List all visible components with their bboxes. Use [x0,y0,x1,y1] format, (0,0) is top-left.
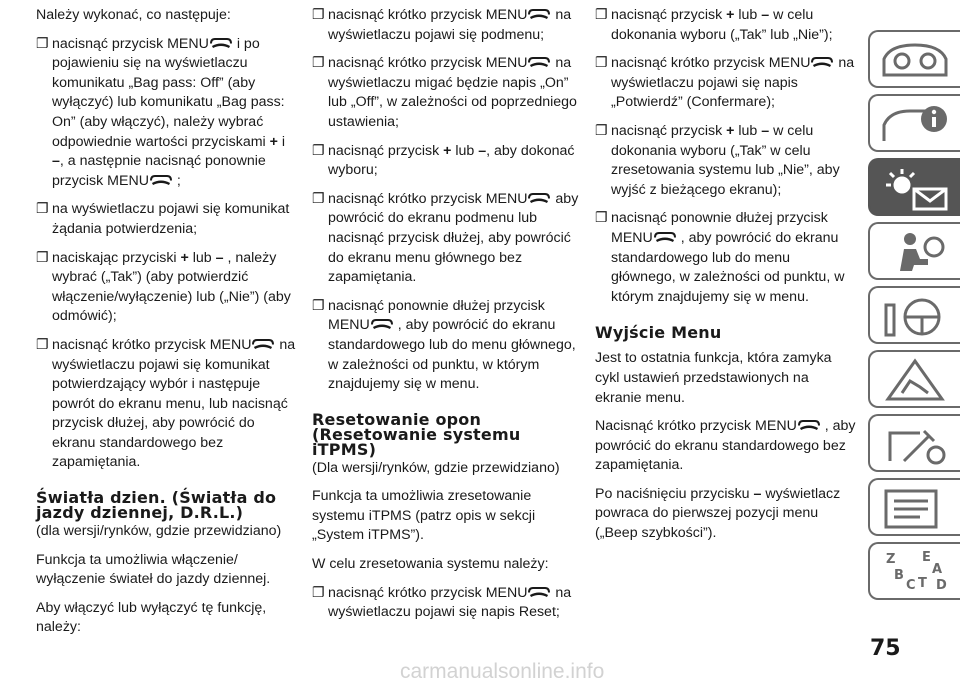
tab-safety[interactable] [868,222,960,280]
info-icon [880,101,950,147]
tab-driving[interactable] [868,286,960,344]
svg-text:E: E [922,550,931,565]
paragraph: Jest to ostatnia funkcja, która zamyka cykl ustawień przedstawionych na ekranie menu. [595,350,832,406]
svg-text:C: C [906,578,916,593]
list-item: ❐ nacisnąć przycisk MENU i po pojawieniu się na wyświetlaczu komunikatu „Bag pass: Off” (aby wyłączyć) lub komunikatu „Bag pass: On” (aby włączyć), należy wybrać odpowiednie wartości przyciskami + i –, a następnie nacisnąć ponownie przycisk MENU ; [36,35,286,189]
tab-lights[interactable] [868,158,960,216]
list-item: ❐ nacisnąć krótko przycisk MENU aby powrócić do ekranu podmenu lub nacisnąć przycisk dłużej, aby powrócić do ekranu menu głównego bez zapamiętania. [312,190,579,286]
warning-icon [880,357,950,403]
tab-info[interactable] [868,94,960,152]
specs-icon [880,485,950,531]
tab-maintenance[interactable] [868,414,960,472]
svg-text:B: B [894,568,904,583]
menu-button-icon [798,420,820,431]
tab-emergency[interactable] [868,350,960,408]
svg-text:D: D [936,578,947,593]
section-heading: Światła dzien. (Światła do jazdy dziennej, D.R.L.) [36,488,277,523]
section-heading: Wyjście Menu [595,323,722,343]
tab-specs[interactable] [868,478,960,536]
menu-button-icon [528,587,550,598]
checkbox-bullet-icon: ❐ [595,210,608,227]
list-item: ❐ nacisnąć ponownie dłużej przycisk MENU , aby powrócić do ekranu standardowego lub do menu głównego, w zależności od punktu, w którym znajdujemy się w menu. [312,297,576,393]
paragraph: W celu zresetowania systemu należy: [312,556,549,573]
paragraph: Funkcja ta umożliwia zresetowanie systemu iTPMS (patrz opis w sekcji „System iTPMS”). [312,488,536,544]
checkbox-bullet-icon: ❐ [312,584,325,601]
airbag-icon [880,229,950,275]
tab-dashboard[interactable] [868,30,960,88]
menu-button-icon [150,175,172,186]
checkbox-bullet-icon: ❐ [312,55,325,72]
list-item: ❐ nacisnąć krótko przycisk MENU na wyświetlaczu pojawi się podmenu; [312,7,572,43]
checkbox-bullet-icon: ❐ [36,201,49,218]
menu-button-icon [528,57,550,68]
page-number: 75 [870,636,901,661]
checkbox-bullet-icon: ❐ [595,122,608,139]
steering-icon [880,293,950,339]
checkbox-bullet-icon: ❐ [595,7,608,23]
menu-button-icon [371,319,393,330]
maintenance-icon [880,421,950,467]
section-subheading: (Dla wersji/rynków, gdzie przewidziano) [312,459,560,476]
checkbox-bullet-icon: ❐ [312,297,325,314]
index-icon [880,549,950,595]
column-1 [36,6,300,647]
paragraph: Aby włączyć lub wyłączyć tę funkcję, należy: [36,599,267,636]
checkbox-bullet-icon: ❐ [36,249,49,266]
svg-text:Z: Z [886,552,896,567]
column-3 [595,6,857,553]
checkbox-bullet-icon: ❐ [312,7,325,23]
list-item: ❐ nacisnąć przycisk + lub –, aby dokonać wyboru; [312,142,575,179]
svg-text:A: A [932,562,943,577]
menu-button-icon [811,57,833,68]
intro-text: Należy wykonać, co następuje: [36,7,231,23]
checkbox-bullet-icon: ❐ [312,190,325,207]
list-item: ❐ nacisnąć przycisk + lub – w celu dokonania wyboru („Tak” w celu zresetowania systemu lub „Nie”, aby wyjść z bieżącego ekranu); [595,122,840,198]
section-subheading: (dla wersji/rynków, gdzie przewidziano) [36,523,282,540]
list-item: ❐ nacisnąć krótko przycisk MENU na wyświetlaczu pojawi się komunikat potwierdzający wybór i następuje powrót do ekranu menu, lub nacisnąć przycisk dłużej, aby powrócić do ekranu standardowego bez zapamiętania. [36,336,296,471]
lights-icon [880,165,950,211]
menu-button-icon [210,38,232,49]
section-heading: Resetowanie opon (Resetowanie systemu iTPMS) [312,409,521,459]
list-item: ❐ naciskając przyciski + lub – , należy wybrać („Tak”) (aby potwierdzić włączenie/wyłączenie) lub („Nie”) (aby odmówić); [36,249,291,325]
checkbox-bullet-icon: ❐ [36,35,49,52]
list-item: ❐ na wyświetlaczu pojawi się komunikat żądania potwierdzenia; [36,201,290,237]
menu-button-icon [528,193,550,204]
menu-button-icon [528,9,550,20]
list-item: ❐ nacisnąć przycisk + lub – w celu dokonania wyboru („Tak” lub „Nie”); [595,7,833,43]
checkbox-bullet-icon: ❐ [36,336,49,353]
watermark: carmanualsonline.info [400,660,605,683]
paragraph: Nacisnąć krótko przycisk MENU , aby powrócić do ekranu standardowego bez zapamiętania. [595,418,856,474]
menu-button-icon [654,232,676,243]
list-item: ❐ nacisnąć krótko przycisk MENU na wyświetlaczu pojawi się napis Reset; [312,584,572,621]
checkbox-bullet-icon: ❐ [312,142,325,159]
checkbox-bullet-icon: ❐ [595,55,608,72]
menu-button-icon [252,339,274,350]
list-item: ❐ nacisnąć ponownie dłużej przycisk MENU , aby powrócić do ekranu standardowego lub do menu głównego, w zależności od punktu, w którym znajdujemy się w menu. [595,210,845,305]
svg-text:T: T [918,576,927,591]
paragraph: Po naciśnięciu przycisku – wyświetlacz powraca do pierwszej pozycji menu („Beep szybkości”). [595,485,841,542]
list-item: ❐ nacisnąć krótko przycisk MENU na wyświetlaczu migać będzie napis „On” lub „Off”, w zależności od poprzedniego ustawienia; [312,55,577,130]
paragraph: Funkcja ta umożliwia włączenie/ wyłączenie świateł do jazdy dziennej. [36,551,271,588]
column-2 [312,6,580,632]
list-item: ❐ nacisnąć krótko przycisk MENU na wyświetlaczu pojawi się napis „Potwierdź” (Confermare); [595,55,855,111]
dashboard-icon [880,37,950,83]
tab-index[interactable] [868,542,960,600]
